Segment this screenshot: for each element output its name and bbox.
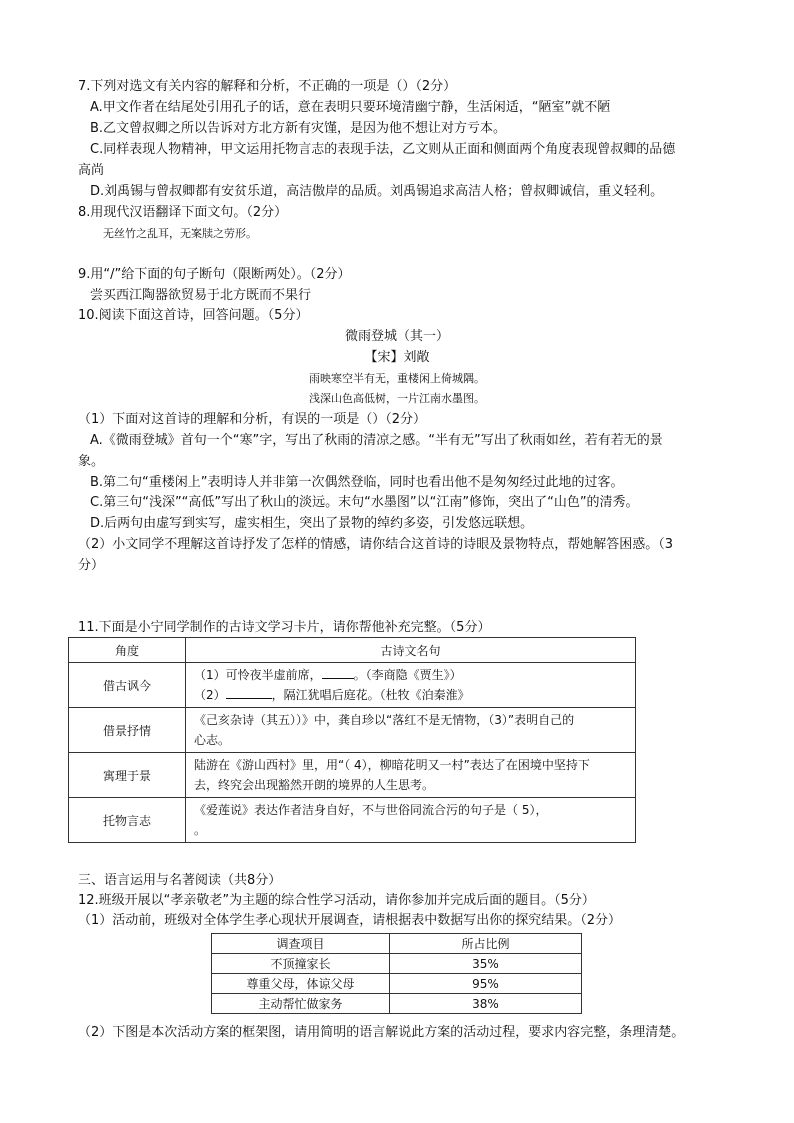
table-row bbox=[69, 708, 636, 753]
blank-line-2 bbox=[194, 685, 627, 705]
row-line: 。 bbox=[194, 823, 207, 837]
q10-option-a: A.《微雨登城》首句一个“寒”字，写出了秋雨的清凉之感。“半有无”写出了秋雨如丝，若有若无的景 bbox=[90, 433, 663, 448]
q10-option-b: B.第二句“重楼闲上”表明诗人并非第一次偶然登临，同时也看出他不是匆匆经过此地的过客。 bbox=[90, 475, 624, 490]
answer-blank[interactable] bbox=[226, 686, 272, 699]
row-content bbox=[186, 798, 636, 843]
survey-percent: 35% bbox=[390, 954, 582, 974]
text-fragment: （2） bbox=[194, 688, 226, 702]
survey-table bbox=[211, 933, 582, 1014]
q10-option-c: C.第三句“浅深”“高低”写出了秋山的淡远。末句“水墨图”以“江南”修饰，突出了“山色”的清秀。 bbox=[90, 495, 639, 510]
header-angle: 角度 bbox=[69, 638, 186, 663]
text-fragment: ，隔江犹唱后庭花。（杜牧《泊秦淮》 bbox=[271, 688, 470, 702]
q8-stem: 8.用现代汉语翻译下面文句。（2分） bbox=[78, 205, 288, 220]
q7-stem: 7.下列对选文有关内容的解释和分析，不正确的一项是（）（2分） bbox=[78, 79, 457, 94]
poem-author: 【宋】刘敞 bbox=[364, 350, 430, 365]
table-row bbox=[69, 753, 636, 798]
q11-stem: 11.下面是小宁同学制作的古诗文学习卡片，请你帮他补充完整。（5分） bbox=[78, 620, 491, 635]
row-content bbox=[186, 663, 636, 708]
q7-option-b: B.乙文曾叔卿之所以告诉对方北方新有灾馑，是因为他不想让对方亏本。 bbox=[90, 121, 507, 136]
survey-percent: 95% bbox=[390, 974, 582, 994]
row-line: 陆游在《游山西村》里，用“（ 4），柳暗花明又一村”表达了在困境中坚持下 bbox=[194, 758, 590, 772]
text-fragment: 。（李商隐《贾生》） bbox=[353, 668, 462, 682]
header-verse: 古诗文名句 bbox=[186, 638, 636, 663]
study-card-table bbox=[68, 637, 636, 843]
survey-item: 尊重父母，体谅父母 bbox=[212, 974, 390, 994]
q12-sub1: （1）活动前，班级对全体学生孝心现状开展调查，请根据表中数据写出你的探究结果。（2分） bbox=[78, 913, 622, 928]
table-header-row bbox=[212, 934, 582, 954]
q9-stem: 9.用“/”给下面的句子断句（限断两处）。（2分） bbox=[78, 267, 351, 282]
row-content bbox=[186, 753, 636, 798]
survey-percent: 38% bbox=[390, 994, 582, 1014]
q10-stem: 10.阅读下面这首诗，回答问题。（5分） bbox=[78, 308, 309, 323]
q7-option-c: C.同样表现人物精神，甲文运用托物言志的表现手法，乙文则从正面和侧面两个角度表现曾叔卿的品德 bbox=[90, 142, 676, 157]
poem-line-2: 浅深山色高低树，一片江南水墨图。 bbox=[309, 392, 485, 405]
row-label: 寓理于景 bbox=[69, 753, 186, 798]
row-line: 《爱莲说》表达作者洁身自好，不与世俗同流合污的句子是（ 5）， bbox=[194, 803, 548, 817]
poem-line-1: 雨映寒空半有无，重楼闲上倚城隅。 bbox=[309, 372, 485, 385]
q7-option-a: A.甲文作者在结尾处引用孔子的话，意在表明只要环境清幽宁静，生活闲适，“陋室”就不陋 bbox=[90, 100, 611, 115]
q10-sub2-cont: 分） bbox=[78, 558, 105, 573]
row-label: 借古讽今 bbox=[69, 663, 186, 708]
poem-title: 微雨登城（其一） bbox=[344, 329, 449, 344]
table-row bbox=[69, 663, 636, 708]
q12-sub2: （2）下图是本次活动方案的框架图，请用简明的语言解说此方案的活动过程，要求内容完整，条理清楚。 bbox=[78, 1025, 685, 1040]
row-label: 借景抒情 bbox=[69, 708, 186, 753]
table-row bbox=[212, 994, 582, 1014]
row-line: 去，终究会出现豁然开朗的境界的人生思考。 bbox=[194, 778, 435, 792]
survey-item: 主动帮忙做家务 bbox=[212, 994, 390, 1014]
table-row bbox=[69, 798, 636, 843]
answer-blank[interactable] bbox=[322, 666, 354, 679]
survey-item: 不顶撞家长 bbox=[212, 954, 390, 974]
q10-sub2: （2）小文同学不理解这首诗抒发了怎样的情感，请你结合这首诗的诗眼及景物特点，帮她解答困惑。（3 bbox=[78, 537, 674, 552]
q8-text: 无丝竹之乱耳，无案牍之劳形。 bbox=[103, 227, 257, 240]
q12-stem: 12.班级开展以“孝亲敬老”为主题的综合性学习活动，请你参加并完成后面的题目。（5分） bbox=[78, 893, 595, 908]
section-heading: 三、语言运用与名著阅读（共8分） bbox=[78, 873, 282, 888]
q7-option-c-cont: 高尚 bbox=[78, 163, 105, 178]
q7-option-d: D.刘禹锡与曾叔卿都有安贫乐道，高洁傲岸的品质。刘禹锡追求高洁人格；曾叔卿诚信，重义轻利。 bbox=[90, 184, 664, 199]
q10-sub1: （1）下面对这首诗的理解和分析，有误的一项是（）（2分） bbox=[78, 412, 427, 427]
q10-option-a-cont: 象。 bbox=[78, 454, 105, 469]
header-item: 调查项目 bbox=[212, 934, 390, 954]
text-fragment: （1）可怜夜半虚前席， bbox=[194, 668, 322, 682]
table-row bbox=[212, 954, 582, 974]
row-line: 《己亥杂诗（其五））》中，龚自珍以“落红不是无情物，（3）”表明自己的 bbox=[194, 713, 575, 727]
header-percent: 所占比例 bbox=[390, 934, 582, 954]
table-row bbox=[212, 974, 582, 994]
table-header-row bbox=[69, 638, 636, 663]
q10-option-d: D.后两句由虚写到实写，虚实相生，突出了景物的绰约多姿，引发悠远联想。 bbox=[90, 516, 534, 531]
q9-text: 尝买西江陶器欲贸易于北方既而不果行 bbox=[90, 288, 312, 303]
row-content bbox=[186, 708, 636, 753]
blank-line-1 bbox=[194, 665, 627, 685]
row-label: 托物言志 bbox=[69, 798, 186, 843]
row-line: 心志。 bbox=[194, 733, 231, 747]
